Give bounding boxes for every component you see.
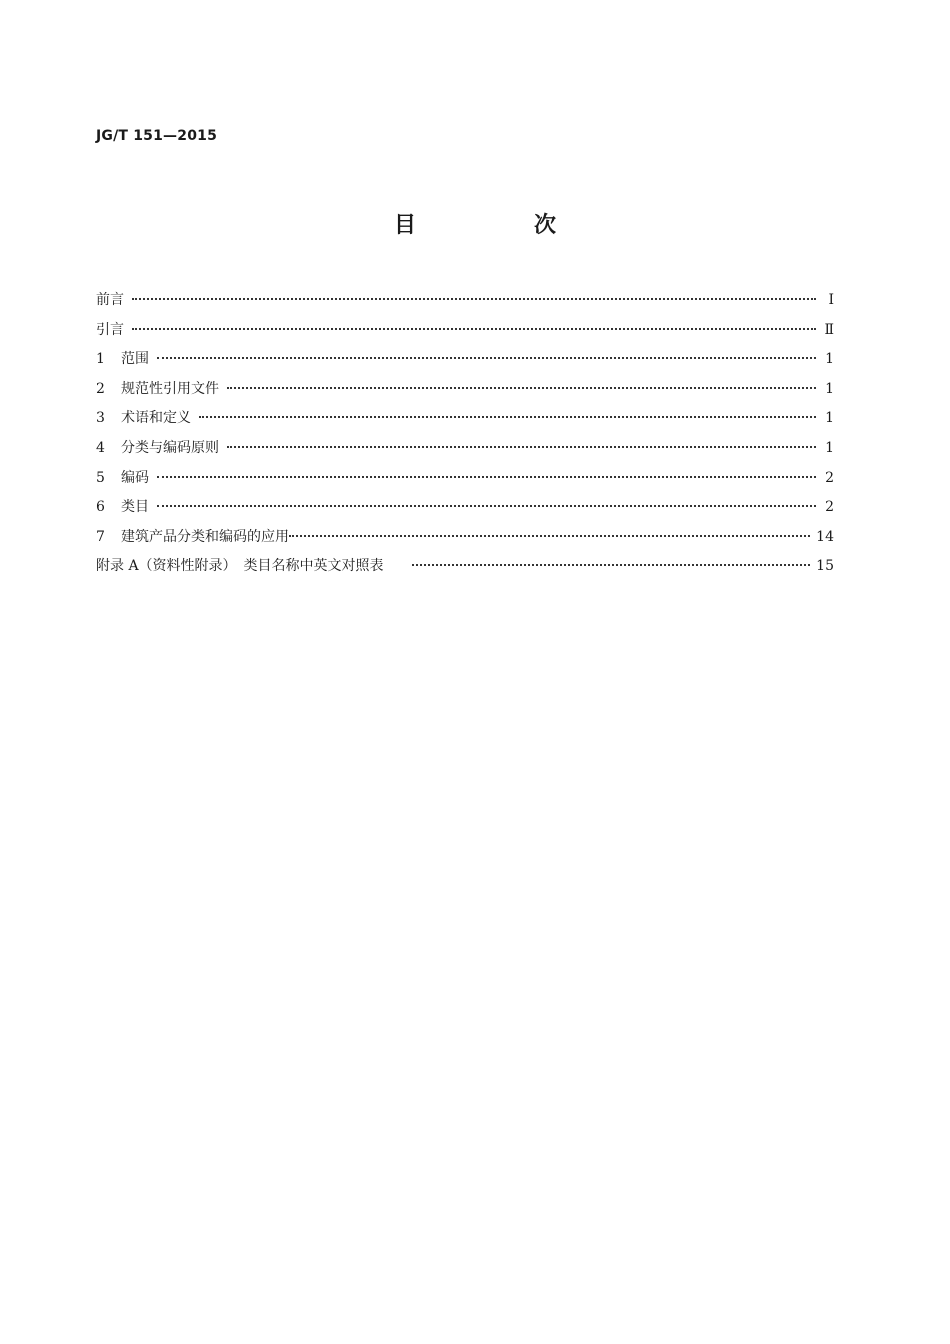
toc-entry-page: 2 [825, 499, 834, 516]
dot-leader [157, 357, 816, 359]
toc-entry-label: 范围 [121, 351, 149, 368]
toc-entry-label: 类目 [121, 499, 149, 516]
toc-entry-page: 14 [816, 528, 834, 545]
toc-entry-number: 1 [96, 351, 105, 368]
toc-entry-label: 建筑产品分类和编码的应用 [121, 528, 289, 545]
toc-entry-label: 附录 A（资料性附录） 类目名称中英文对照表 [96, 558, 384, 575]
toc-entry-number: 3 [96, 410, 105, 427]
toc-entry-label: 编码 [121, 469, 149, 486]
standard-code: JG/T 151—2015 [96, 128, 218, 144]
toc-entry-classification-principles[interactable] [96, 434, 834, 464]
toc-entry-terms-definitions[interactable] [96, 404, 834, 434]
dot-leader [227, 446, 816, 448]
toc-entry-scope[interactable] [96, 345, 834, 375]
toc-entry-number: 2 [96, 380, 105, 397]
toc-entry-categories[interactable] [96, 493, 834, 523]
toc-entry-number: 4 [96, 439, 105, 456]
dot-leader [227, 387, 816, 389]
toc-entry-label: 引言 [96, 321, 124, 338]
toc-entry-introduction[interactable] [96, 316, 834, 346]
toc-entry-label: 规范性引用文件 [121, 380, 219, 397]
toc-entry-page: 1 [825, 351, 834, 368]
toc-entry-page: Ⅱ [824, 321, 834, 338]
toc-entry-number: 6 [96, 499, 105, 516]
dot-leader [412, 564, 811, 566]
toc-entry-label: 术语和定义 [121, 410, 191, 427]
toc-entry-application[interactable] [96, 523, 834, 553]
toc-entry-number: 5 [96, 469, 105, 486]
toc-entry-number: 7 [96, 528, 105, 545]
toc-entry-coding[interactable] [96, 464, 834, 494]
toc-title: 目 次 [393, 213, 604, 238]
dot-leader [157, 476, 816, 478]
toc-entry-page: 15 [816, 558, 834, 575]
toc-entry-page: 1 [825, 410, 834, 427]
dot-leader [199, 416, 816, 418]
toc-entry-page: Ⅰ [828, 292, 834, 308]
toc-entry-foreword[interactable] [96, 286, 834, 316]
table-of-contents [96, 286, 834, 582]
dot-leader [289, 535, 810, 537]
toc-entry-page: 1 [825, 439, 834, 456]
dot-leader [132, 328, 816, 330]
dot-leader [132, 298, 816, 300]
toc-entry-normative-references[interactable] [96, 375, 834, 405]
dot-leader [157, 505, 816, 507]
toc-entry-page: 1 [825, 380, 834, 397]
toc-entry-annex-a[interactable] [96, 552, 834, 582]
toc-entry-page: 2 [825, 469, 834, 486]
toc-entry-label: 分类与编码原则 [121, 439, 219, 456]
toc-entry-label: 前言 [96, 292, 124, 308]
